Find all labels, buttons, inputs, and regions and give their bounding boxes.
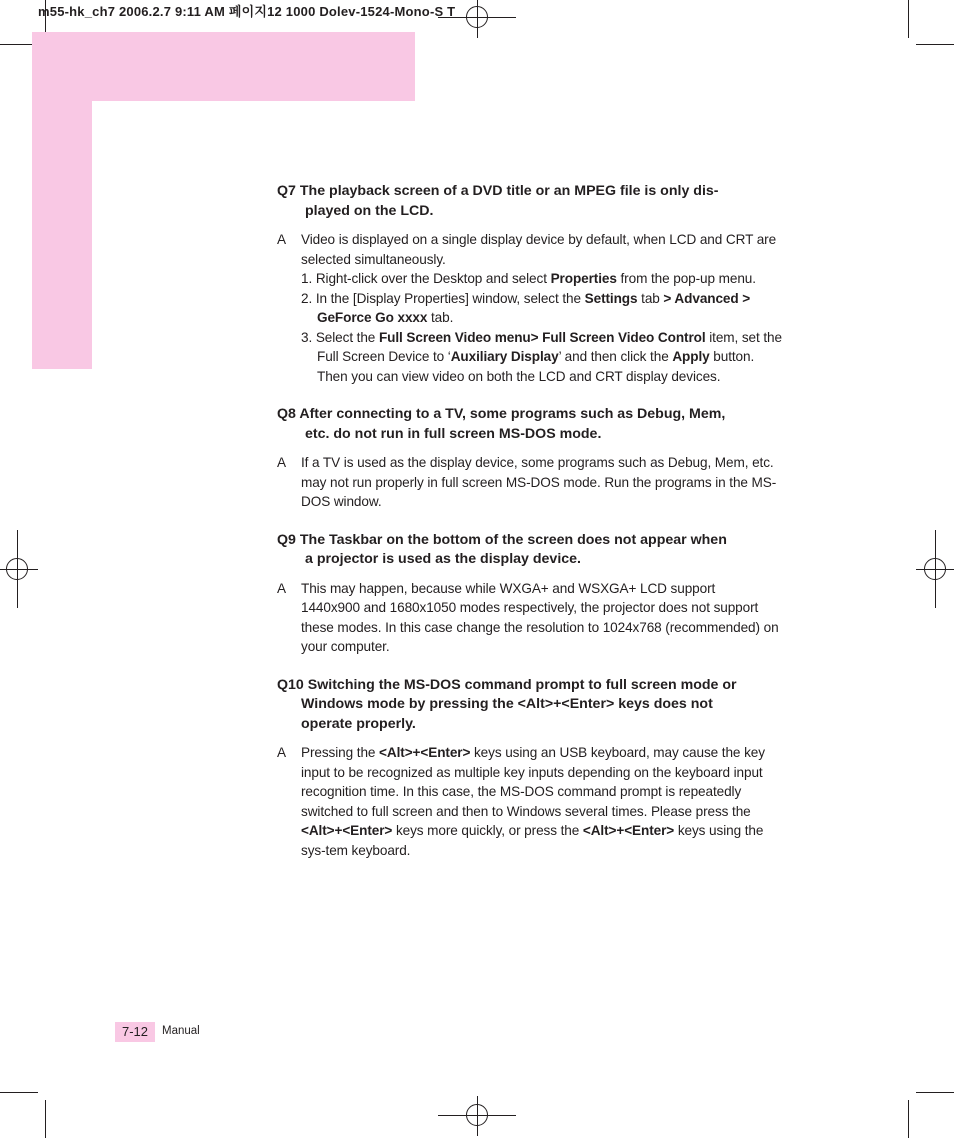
registration-circle (924, 558, 946, 580)
crop-mark (916, 1092, 954, 1093)
question-q8: Q8 After connecting to a TV, some programs such as Debug, Mem, etc. do not run in full screen MS-DOS mode. (277, 406, 726, 442)
step-2: 2. In the [Display Properties] window, select the Settings tab > Advanced > GeForce Go xxxx tab. (301, 290, 751, 325)
answer-q7-steps (277, 269, 787, 386)
print-slug: m55-hk_ch7 2006.2.7 9:11 AM 페이지12 1000 Dolev-1524-Mono-S T (38, 4, 456, 19)
answer-q7: A Video is displayed on a single display device by default, when LCD and CRT are selected simultaneously. (277, 232, 777, 267)
pink-side-band (32, 32, 92, 369)
crop-mark (908, 0, 909, 38)
crop-mark (45, 1100, 46, 1138)
answer-marker: A (277, 455, 286, 470)
registration-circle (466, 1104, 488, 1126)
faq-content (277, 182, 787, 860)
crop-mark (908, 1100, 909, 1138)
crop-mark (0, 1092, 38, 1093)
page-number: 7-12 (115, 1022, 155, 1042)
registration-circle (466, 6, 488, 28)
question-q10: Q10 Switching the MS-DOS command prompt to full screen mode or Windows mode by pressing the <Alt>+<Enter> keys does not operate properly. (277, 676, 737, 732)
crop-mark (916, 44, 954, 45)
question-q9: Q9 The Taskbar on the bottom of the screen does not appear when a projector is used as the display device. (277, 531, 727, 567)
answer-marker: A (277, 232, 286, 247)
footer-label: Manual (162, 1025, 200, 1037)
answer-q8: A If a TV is used as the display device, some programs such as Debug, Mem, etc. may not run properly in full screen MS-DOS mode. Run the programs in the MS-DOS window. (277, 455, 777, 509)
answer-q9: A This may happen, because while WXGA+ and WSXGA+ LCD support 1440x900 and 1680x1050 modes respectively, the projector does not support these modes. In this case change the resolution to 1024x768 (recommended) on your computer. (277, 580, 779, 654)
step-3: 3. Select the Full Screen Video menu> Full Screen Video Control item, set the Full Screen Device to ‘Auxiliary Display’ and then click the Apply button. Then you can view video on both the LCD and CRT display devices. (301, 329, 782, 384)
answer-marker: A (277, 745, 286, 760)
registration-circle (6, 558, 28, 580)
step-1: 1. Right-click over the Desktop and select Properties from the pop-up menu. (301, 271, 756, 286)
answer-q10: A Pressing the <Alt>+<Enter> keys using an USB keyboard, may cause the key input to be recognized as multiple key inputs depending on the keyboard input recognition time. In this case, the MS-DOS command prompt is repeatedly switched to full screen and then to Windows several times. Please press the <Alt>+<Enter> keys more quickly, or press the <Alt>+<Enter> keys using the sys-tem keyboard. (277, 745, 765, 858)
answer-marker: A (277, 580, 286, 596)
question-q7: Q7 The playback screen of a DVD title or an MPEG file is only dis- played on the LCD. (277, 183, 719, 219)
